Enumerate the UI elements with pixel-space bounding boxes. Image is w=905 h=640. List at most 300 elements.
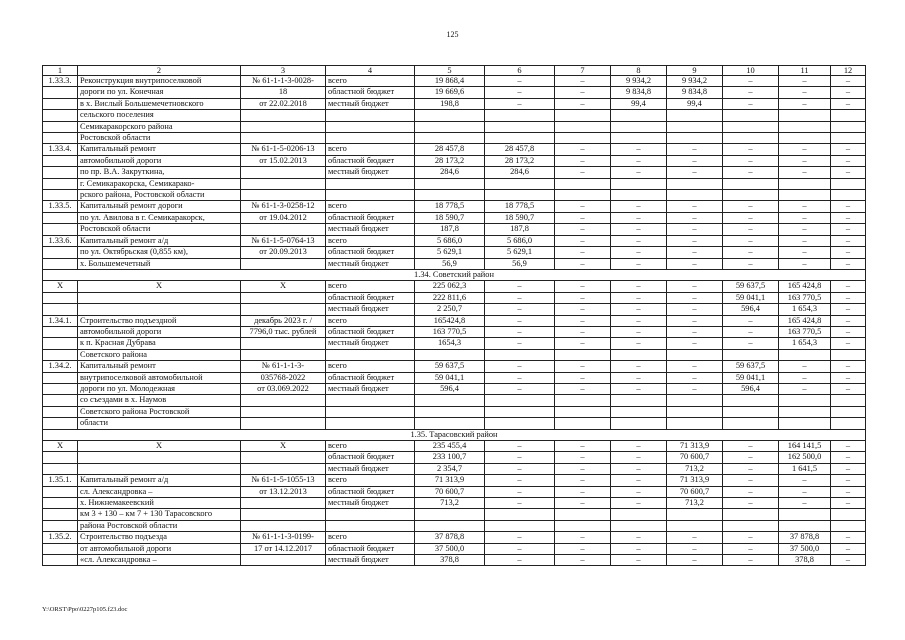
document-cell: от 15.02.2013 bbox=[241, 155, 326, 166]
amount-cell: – bbox=[485, 361, 555, 372]
amount-cell: – bbox=[667, 258, 723, 269]
amount-cell bbox=[415, 406, 485, 417]
amount-cell bbox=[723, 418, 779, 429]
amount-cell: – bbox=[831, 224, 866, 235]
amount-cell bbox=[415, 509, 485, 520]
amount-cell bbox=[555, 190, 611, 201]
amount-cell bbox=[667, 178, 723, 189]
object-name-cell: автомобильной дороги bbox=[78, 155, 241, 166]
amount-cell bbox=[415, 395, 485, 406]
document-cell: 7796,0 тыс. рублей bbox=[241, 326, 326, 337]
table-row bbox=[43, 110, 866, 121]
amount-cell: 59 637,5 bbox=[723, 361, 779, 372]
amount-cell: 59 637,5 bbox=[415, 361, 485, 372]
amount-cell: – bbox=[485, 383, 555, 394]
amount-cell: – bbox=[555, 532, 611, 543]
funding-source-cell: местный бюджет bbox=[326, 338, 415, 349]
item-number-cell bbox=[43, 224, 78, 235]
amount-cell: 9 834,8 bbox=[667, 87, 723, 98]
document-cell bbox=[241, 133, 326, 144]
amount-cell: 378,8 bbox=[779, 555, 831, 566]
table-row bbox=[43, 441, 866, 452]
document-cell bbox=[241, 406, 326, 417]
table-row bbox=[43, 281, 866, 292]
document-cell bbox=[241, 167, 326, 178]
amount-cell: – bbox=[723, 235, 779, 246]
table-row bbox=[43, 532, 866, 543]
amount-cell bbox=[779, 406, 831, 417]
funding-source-cell: местный бюджет bbox=[326, 463, 415, 474]
amount-cell: 596,4 bbox=[723, 304, 779, 315]
document-cell: № 61-1-3-0258-12 bbox=[241, 201, 326, 212]
amount-cell: – bbox=[723, 201, 779, 212]
object-name-cell: дороги по ул. Молодежная bbox=[78, 383, 241, 394]
amount-cell: 164 141,5 bbox=[779, 441, 831, 452]
amount-cell: – bbox=[779, 486, 831, 497]
funding-source-cell bbox=[326, 509, 415, 520]
amount-cell: 198,8 bbox=[415, 98, 485, 109]
amount-cell: – bbox=[611, 486, 667, 497]
amount-cell bbox=[611, 121, 667, 132]
amount-cell: 596,4 bbox=[723, 383, 779, 394]
amount-cell bbox=[667, 509, 723, 520]
document-cell bbox=[241, 121, 326, 132]
amount-cell: 225 062,3 bbox=[415, 281, 485, 292]
funding-source-cell: местный бюджет bbox=[326, 555, 415, 566]
amount-cell bbox=[611, 133, 667, 144]
amount-cell bbox=[723, 190, 779, 201]
item-number-cell: 1.33.5. bbox=[43, 201, 78, 212]
amount-cell: – bbox=[555, 441, 611, 452]
amount-cell: – bbox=[555, 224, 611, 235]
amount-cell: – bbox=[611, 201, 667, 212]
amount-cell: 9 834,8 bbox=[611, 87, 667, 98]
amount-cell: – bbox=[555, 281, 611, 292]
table-row bbox=[43, 452, 866, 463]
amount-cell: – bbox=[779, 475, 831, 486]
item-number-cell bbox=[43, 418, 78, 429]
amount-cell: – bbox=[723, 498, 779, 509]
amount-cell: – bbox=[555, 167, 611, 178]
amount-cell bbox=[415, 190, 485, 201]
amount-cell bbox=[485, 349, 555, 360]
amount-cell: 28 173,2 bbox=[415, 155, 485, 166]
object-name-cell: области bbox=[78, 418, 241, 429]
amount-cell bbox=[831, 190, 866, 201]
object-name-cell: Реконструкция внутрипоселковой bbox=[78, 76, 241, 87]
amount-cell: – bbox=[667, 361, 723, 372]
amount-cell: 37 878,8 bbox=[779, 532, 831, 543]
amount-cell: 70 600,7 bbox=[667, 486, 723, 497]
item-number-cell bbox=[43, 247, 78, 258]
amount-cell: – bbox=[723, 76, 779, 87]
amount-cell: – bbox=[555, 155, 611, 166]
amount-cell: – bbox=[611, 383, 667, 394]
amount-cell: – bbox=[611, 281, 667, 292]
amount-cell: – bbox=[555, 87, 611, 98]
item-number-cell bbox=[43, 110, 78, 121]
column-number: 8 bbox=[611, 66, 667, 76]
document-cell bbox=[241, 395, 326, 406]
table-row bbox=[43, 509, 866, 520]
amount-cell: – bbox=[485, 475, 555, 486]
amount-cell: – bbox=[667, 247, 723, 258]
table-row bbox=[43, 121, 866, 132]
amount-cell: – bbox=[667, 383, 723, 394]
item-number-cell: 1.33.4. bbox=[43, 144, 78, 155]
amount-cell: 9 934,2 bbox=[667, 76, 723, 87]
funding-source-cell bbox=[326, 178, 415, 189]
amount-cell: 56,9 bbox=[415, 258, 485, 269]
amount-cell: – bbox=[723, 463, 779, 474]
object-name-cell: Ростовской области bbox=[78, 224, 241, 235]
amount-cell bbox=[485, 418, 555, 429]
amount-cell: 28 173,2 bbox=[485, 155, 555, 166]
amount-cell: – bbox=[485, 543, 555, 554]
object-name-cell: Х bbox=[78, 281, 241, 292]
district-section-row bbox=[43, 269, 866, 280]
amount-cell: – bbox=[831, 258, 866, 269]
document-cell: № 61-1-5-1055-13 bbox=[241, 475, 326, 486]
amount-cell: – bbox=[831, 441, 866, 452]
amount-cell: – bbox=[667, 532, 723, 543]
object-name-cell: в х. Вислый Большемечетновского bbox=[78, 98, 241, 109]
item-number-cell bbox=[43, 133, 78, 144]
amount-cell bbox=[831, 520, 866, 531]
amount-cell: – bbox=[555, 543, 611, 554]
item-number-cell bbox=[43, 463, 78, 474]
item-number-cell: 1.34.2. bbox=[43, 361, 78, 372]
amount-cell: – bbox=[723, 543, 779, 554]
amount-cell bbox=[611, 509, 667, 520]
item-number-cell: Х bbox=[43, 281, 78, 292]
amount-cell bbox=[611, 520, 667, 531]
object-name-cell: г. Семикаракорска, Семикарако- bbox=[78, 178, 241, 189]
document-cell bbox=[241, 349, 326, 360]
document-cell bbox=[241, 190, 326, 201]
funding-source-cell: всего bbox=[326, 76, 415, 87]
amount-cell: – bbox=[667, 201, 723, 212]
funding-source-cell: всего bbox=[326, 441, 415, 452]
object-name-cell: Капитальный ремонт а/д bbox=[78, 235, 241, 246]
amount-cell: – bbox=[831, 532, 866, 543]
item-number-cell bbox=[43, 190, 78, 201]
amount-cell: – bbox=[485, 281, 555, 292]
amount-cell: – bbox=[667, 326, 723, 337]
amount-cell bbox=[555, 406, 611, 417]
funding-source-cell bbox=[326, 110, 415, 121]
amount-cell bbox=[555, 178, 611, 189]
funding-source-cell bbox=[326, 406, 415, 417]
funding-source-cell: областной бюджет bbox=[326, 486, 415, 497]
amount-cell: 9 934,2 bbox=[611, 76, 667, 87]
table-row bbox=[43, 338, 866, 349]
column-number: 9 bbox=[667, 66, 723, 76]
item-number-cell bbox=[43, 395, 78, 406]
amount-cell bbox=[779, 178, 831, 189]
amount-cell bbox=[611, 110, 667, 121]
amount-cell bbox=[667, 110, 723, 121]
amount-cell: – bbox=[611, 532, 667, 543]
column-number: 3 bbox=[241, 66, 326, 76]
table-row bbox=[43, 543, 866, 554]
amount-cell: – bbox=[723, 224, 779, 235]
amount-cell bbox=[555, 520, 611, 531]
object-name-cell: км 3 + 130 – км 7 + 130 Тарасовского bbox=[78, 509, 241, 520]
amount-cell: 19 868,4 bbox=[415, 76, 485, 87]
table-row bbox=[43, 361, 866, 372]
item-number-cell bbox=[43, 498, 78, 509]
funding-source-cell: всего bbox=[326, 475, 415, 486]
amount-cell: – bbox=[667, 235, 723, 246]
amount-cell: – bbox=[831, 361, 866, 372]
document-cell bbox=[241, 224, 326, 235]
amount-cell: – bbox=[779, 372, 831, 383]
funding-source-cell bbox=[326, 190, 415, 201]
amount-cell bbox=[415, 178, 485, 189]
footer-file-path: Y:\ORST\Ppo\0227p105.f23.doc bbox=[42, 606, 128, 613]
document-cell bbox=[241, 463, 326, 474]
document-cell: Х bbox=[241, 441, 326, 452]
object-name-cell: Капитальный ремонт bbox=[78, 144, 241, 155]
amount-cell: – bbox=[779, 87, 831, 98]
document-cell bbox=[241, 304, 326, 315]
amount-cell: 2 354,7 bbox=[415, 463, 485, 474]
item-number-cell: 1.33.6. bbox=[43, 235, 78, 246]
object-name-cell: автомобильной дороги bbox=[78, 326, 241, 337]
amount-cell: – bbox=[611, 326, 667, 337]
amount-cell: – bbox=[723, 247, 779, 258]
amount-cell: 18 778,5 bbox=[415, 201, 485, 212]
amount-cell: – bbox=[555, 338, 611, 349]
funding-source-cell bbox=[326, 133, 415, 144]
funding-source-cell: всего bbox=[326, 144, 415, 155]
object-name-cell: к п. Красная Дубрава bbox=[78, 338, 241, 349]
amount-cell bbox=[555, 418, 611, 429]
item-number-cell bbox=[43, 543, 78, 554]
amount-cell: – bbox=[779, 247, 831, 258]
amount-cell: – bbox=[831, 87, 866, 98]
table-row bbox=[43, 372, 866, 383]
item-number-cell bbox=[43, 486, 78, 497]
item-number-cell bbox=[43, 304, 78, 315]
amount-cell: – bbox=[485, 315, 555, 326]
amount-cell: – bbox=[611, 372, 667, 383]
amount-cell: – bbox=[555, 258, 611, 269]
funding-source-cell: местный бюджет bbox=[326, 224, 415, 235]
amount-cell: – bbox=[555, 463, 611, 474]
item-number-cell bbox=[43, 212, 78, 223]
item-number-cell bbox=[43, 555, 78, 566]
funding-source-cell: областной бюджет bbox=[326, 543, 415, 554]
amount-cell: 235 455,4 bbox=[415, 441, 485, 452]
amount-cell bbox=[485, 395, 555, 406]
amount-cell: – bbox=[485, 338, 555, 349]
document-cell: № 61-1-1-3-0028- bbox=[241, 76, 326, 87]
object-name-cell: Капитальный ремонт bbox=[78, 361, 241, 372]
column-number: 12 bbox=[831, 66, 866, 76]
funding-source-cell: областной бюджет bbox=[326, 212, 415, 223]
amount-cell: 2 250,7 bbox=[415, 304, 485, 315]
amount-cell bbox=[485, 133, 555, 144]
amount-cell: – bbox=[667, 224, 723, 235]
item-number-cell bbox=[43, 349, 78, 360]
amount-cell: – bbox=[485, 441, 555, 452]
amount-cell bbox=[555, 110, 611, 121]
table-row bbox=[43, 418, 866, 429]
amount-cell bbox=[555, 395, 611, 406]
amount-cell: 37 878,8 bbox=[415, 532, 485, 543]
amount-cell: – bbox=[667, 543, 723, 554]
table-row bbox=[43, 133, 866, 144]
document-cell: от 20.09.2013 bbox=[241, 247, 326, 258]
table-row bbox=[43, 555, 866, 566]
funding-source-cell: областной бюджет bbox=[326, 87, 415, 98]
amount-cell: – bbox=[723, 452, 779, 463]
amount-cell: – bbox=[667, 315, 723, 326]
table-body bbox=[43, 66, 866, 566]
item-number-cell bbox=[43, 178, 78, 189]
amount-cell: – bbox=[485, 555, 555, 566]
amount-cell bbox=[831, 178, 866, 189]
document-cell bbox=[241, 292, 326, 303]
object-name-cell: дороги по ул. Конечная bbox=[78, 87, 241, 98]
amount-cell: – bbox=[611, 361, 667, 372]
document-cell bbox=[241, 258, 326, 269]
amount-cell: – bbox=[723, 144, 779, 155]
item-number-cell bbox=[43, 326, 78, 337]
object-name-cell: внутрипоселковой автомобильной bbox=[78, 372, 241, 383]
amount-cell: – bbox=[611, 543, 667, 554]
amount-cell: – bbox=[611, 167, 667, 178]
amount-cell: – bbox=[667, 304, 723, 315]
amount-cell bbox=[779, 190, 831, 201]
object-name-cell: сл. Александровка – bbox=[78, 486, 241, 497]
table-row bbox=[43, 155, 866, 166]
amount-cell bbox=[723, 133, 779, 144]
amount-cell: – bbox=[667, 372, 723, 383]
item-number-cell bbox=[43, 520, 78, 531]
amount-cell: – bbox=[611, 498, 667, 509]
document-cell: от 03.069.2022 bbox=[241, 383, 326, 394]
amount-cell: – bbox=[831, 212, 866, 223]
amount-cell: – bbox=[779, 76, 831, 87]
amount-cell: – bbox=[485, 98, 555, 109]
column-number: 2 bbox=[78, 66, 241, 76]
table-row bbox=[43, 395, 866, 406]
funding-source-cell bbox=[326, 121, 415, 132]
funding-source-cell: всего bbox=[326, 315, 415, 326]
column-number: 4 bbox=[326, 66, 415, 76]
amount-cell: – bbox=[555, 555, 611, 566]
object-name-cell: рского района, Ростовской области bbox=[78, 190, 241, 201]
amount-cell: – bbox=[555, 235, 611, 246]
amount-cell: – bbox=[555, 315, 611, 326]
amount-cell: – bbox=[485, 498, 555, 509]
amount-cell bbox=[779, 520, 831, 531]
amount-cell: – bbox=[485, 292, 555, 303]
amount-cell: – bbox=[723, 167, 779, 178]
object-name-cell: по пр. В.А. Закруткина, bbox=[78, 167, 241, 178]
amount-cell: – bbox=[723, 441, 779, 452]
amount-cell: – bbox=[723, 338, 779, 349]
amount-cell: 165424,8 bbox=[415, 315, 485, 326]
amount-cell: – bbox=[611, 247, 667, 258]
document-cell bbox=[241, 555, 326, 566]
table-row bbox=[43, 178, 866, 189]
amount-cell bbox=[555, 121, 611, 132]
table-row bbox=[43, 258, 866, 269]
amount-cell bbox=[555, 349, 611, 360]
amount-cell: – bbox=[611, 315, 667, 326]
amount-cell bbox=[667, 121, 723, 132]
amount-cell: – bbox=[611, 338, 667, 349]
table-row bbox=[43, 498, 866, 509]
object-name-cell: района Ростовской области bbox=[78, 520, 241, 531]
object-name-cell: по ул. Авилова в г. Семикаракорск, bbox=[78, 212, 241, 223]
amount-cell bbox=[485, 121, 555, 132]
amount-cell: 5 686,0 bbox=[415, 235, 485, 246]
amount-cell: 284,6 bbox=[485, 167, 555, 178]
amount-cell: – bbox=[555, 144, 611, 155]
object-name-cell: Строительство подъездной bbox=[78, 315, 241, 326]
amount-cell: – bbox=[555, 452, 611, 463]
amount-cell: – bbox=[831, 144, 866, 155]
amount-cell: – bbox=[831, 281, 866, 292]
amount-cell: 71 313,9 bbox=[667, 475, 723, 486]
funding-source-cell: местный бюджет bbox=[326, 383, 415, 394]
amount-cell bbox=[485, 406, 555, 417]
item-number-cell bbox=[43, 292, 78, 303]
amount-cell: – bbox=[555, 76, 611, 87]
document-cell: от 22.02.2018 bbox=[241, 98, 326, 109]
amount-cell: – bbox=[555, 247, 611, 258]
amount-cell: 99,4 bbox=[611, 98, 667, 109]
item-number-cell bbox=[43, 406, 78, 417]
object-name-cell: Х bbox=[78, 441, 241, 452]
amount-cell: – bbox=[611, 144, 667, 155]
amount-cell: 596,4 bbox=[415, 383, 485, 394]
funding-source-cell: областной бюджет bbox=[326, 292, 415, 303]
document-cell: 035768-2022 bbox=[241, 372, 326, 383]
item-number-cell: Х bbox=[43, 441, 78, 452]
amount-cell: – bbox=[831, 201, 866, 212]
document-cell: № 61-1-1-3- bbox=[241, 361, 326, 372]
amount-cell: – bbox=[831, 326, 866, 337]
amount-cell: – bbox=[555, 201, 611, 212]
amount-cell: 5 629,1 bbox=[415, 247, 485, 258]
item-number-cell: 1.34.1. bbox=[43, 315, 78, 326]
amount-cell bbox=[415, 110, 485, 121]
amount-cell: 187,8 bbox=[415, 224, 485, 235]
amount-cell bbox=[611, 406, 667, 417]
funding-source-cell bbox=[326, 395, 415, 406]
document-cell: Х bbox=[241, 281, 326, 292]
object-name-cell: Капитальный ремонт дороги bbox=[78, 201, 241, 212]
amount-cell: – bbox=[485, 452, 555, 463]
amount-cell: – bbox=[723, 155, 779, 166]
amount-cell: 233 100,7 bbox=[415, 452, 485, 463]
object-name-cell: Ростовской области bbox=[78, 133, 241, 144]
amount-cell: – bbox=[723, 532, 779, 543]
amount-cell bbox=[485, 509, 555, 520]
amount-cell: 28 457,8 bbox=[415, 144, 485, 155]
amount-cell: 71 313,9 bbox=[415, 475, 485, 486]
document-cell: 18 bbox=[241, 87, 326, 98]
amount-cell: – bbox=[555, 326, 611, 337]
amount-cell: – bbox=[831, 475, 866, 486]
amount-cell: – bbox=[723, 315, 779, 326]
